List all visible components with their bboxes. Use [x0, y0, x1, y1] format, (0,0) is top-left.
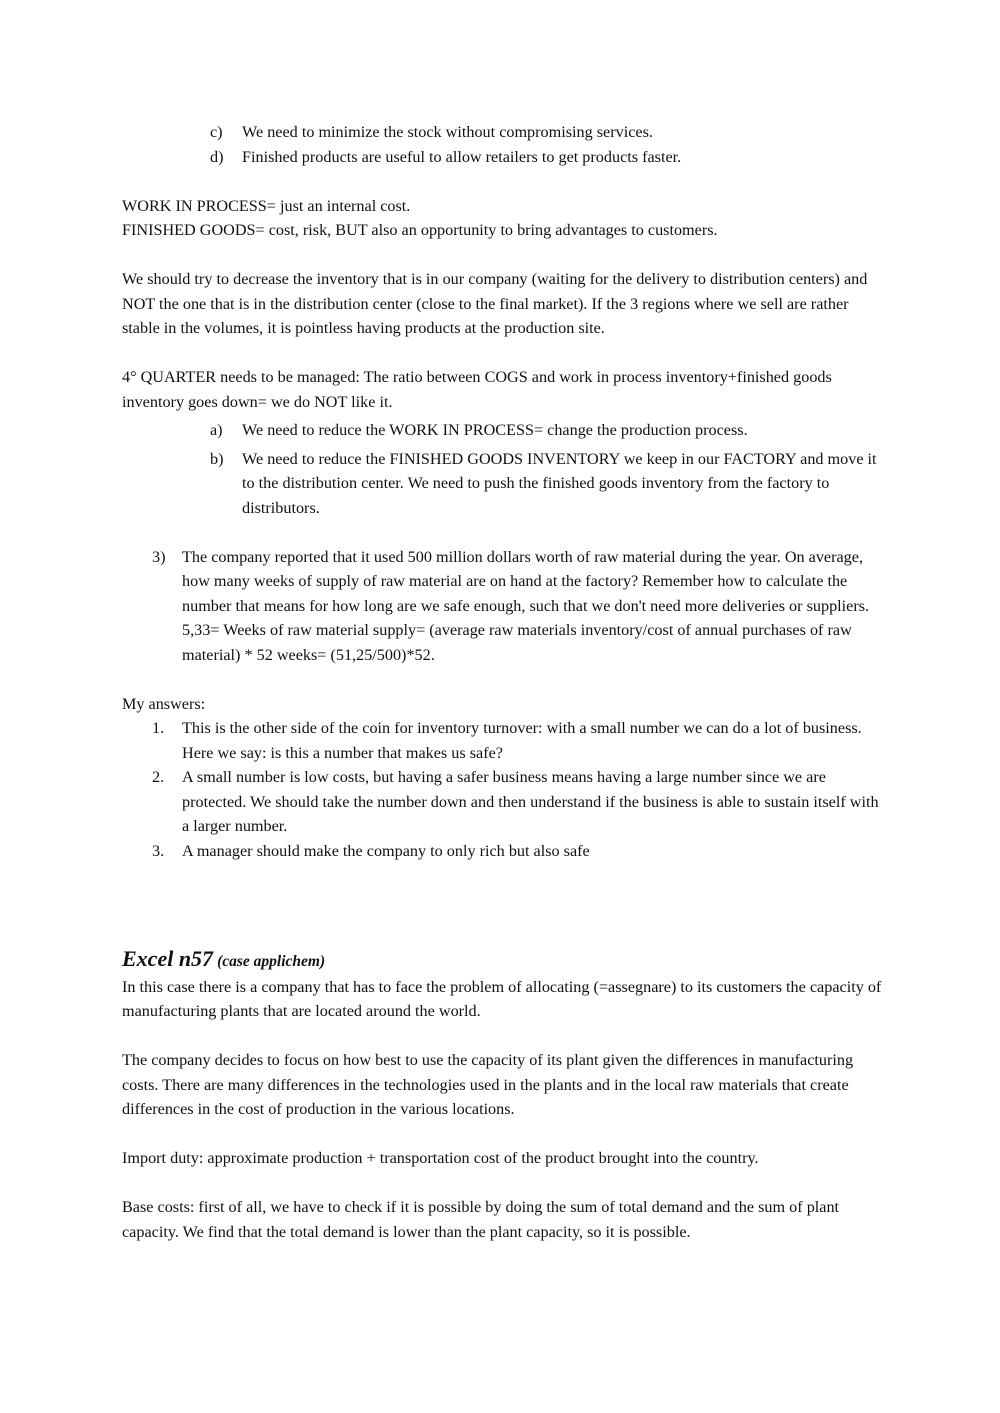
section-title: Excel n57	[122, 946, 214, 971]
answer-marker: 1.	[152, 719, 165, 737]
answer-marker: 3.	[152, 841, 165, 860]
list-marker: a)	[210, 421, 223, 439]
list-marker: c)	[210, 123, 223, 141]
answers-list	[152, 716, 882, 863]
quarter-paragraph: 4° QUARTER needs to be managed: The ratio between COGS and work in process inventory+finished goods inventory goes down= we do NOT like it.	[122, 368, 832, 411]
inventory-paragraph: We should try to decrease the inventory that is in our company (waiting for the delivery to distribution centers) and NOT the one that is in the distribution center (close to the final market). If the 3 regions where we sell are rather stable in the volumes, it is pointless having products at the production site.	[122, 270, 868, 337]
import-duty-paragraph: Import duty: approximate production + transportation cost of the product brought into the country.	[122, 1149, 759, 1167]
answer-item	[152, 765, 882, 839]
case-paragraph: In this case there is a company that has to face the problem of allocating (=assegnare) to its customers the capacity of manufacturing plants that are located around the world.	[122, 977, 882, 1020]
answer-item	[152, 716, 882, 765]
focus-paragraph: The company decides to focus on how best to use the capacity of its plant given the differences in manufacturing costs. There are many differences in the technologies used in the plants and in the local raw materials that create differences in the cost of production in the various locations.	[122, 1051, 854, 1118]
list-text: We need to reduce the WORK IN PROCESS= change the production process.	[242, 421, 748, 439]
section-subtitle: (case applichem)	[217, 953, 326, 970]
list-text: Finished products are useful to allow retailers to get products faster.	[242, 147, 682, 166]
list-marker: b)	[210, 449, 224, 468]
list-item	[210, 120, 882, 145]
answer-marker: 2.	[152, 768, 165, 786]
list-text: We need to minimize the stock without compromising services.	[242, 123, 653, 141]
answer-item	[152, 839, 882, 864]
document-page	[122, 120, 882, 1244]
list-item	[210, 447, 882, 521]
base-costs-paragraph: Base costs: first of all, we have to check if it is possible by doing the sum of total demand and the sum of plant capacity. We find that the total demand is lower than the plant capacity, so it is possible.	[122, 1198, 840, 1241]
question-item	[152, 545, 882, 668]
question-marker: 3)	[152, 547, 166, 566]
question-list	[152, 545, 882, 668]
answers-label: My answers:	[122, 694, 206, 713]
answer-text: A manager should make the company to only rich but also safe	[182, 841, 590, 860]
wip-line: WORK IN PROCESS= just an internal cost.	[122, 196, 411, 215]
top-list	[210, 120, 882, 169]
list-item	[210, 418, 882, 443]
finished-goods-line: FINISHED GOODS= cost, risk, BUT also an opportunity to bring advantages to customers.	[122, 221, 718, 239]
section-heading	[122, 947, 882, 975]
answer-text: A small number is low costs, but having a safer business means having a large number since we are protected. We should take the number down and then understand if the business is able to sustain itself with a larger number.	[182, 768, 879, 835]
list-item	[210, 145, 882, 170]
list-text: We need to reduce the FINISHED GOODS INVENTORY we keep in our FACTORY and move it to the distribution center. We need to push the finished goods inventory from the factory to distributors.	[242, 449, 877, 517]
quarter-list	[210, 418, 882, 520]
answer-text: This is the other side of the coin for inventory turnover: with a small number we can do a lot of business. Here we say: is this a number that makes us safe?	[182, 719, 862, 762]
question-text: The company reported that it used 500 million dollars worth of raw material during the year. On average, how many weeks of supply of raw material are on hand at the factory? Remember how to calculate the number that means for how long are we safe enough, such that we don't need more deliveries or suppliers. 5,33= Weeks of raw material supply= (average raw materials inventory/cost of annual purchases of raw material) * 52 weeks= (51,25/500)*52.	[182, 547, 870, 664]
list-marker: d)	[210, 147, 224, 166]
